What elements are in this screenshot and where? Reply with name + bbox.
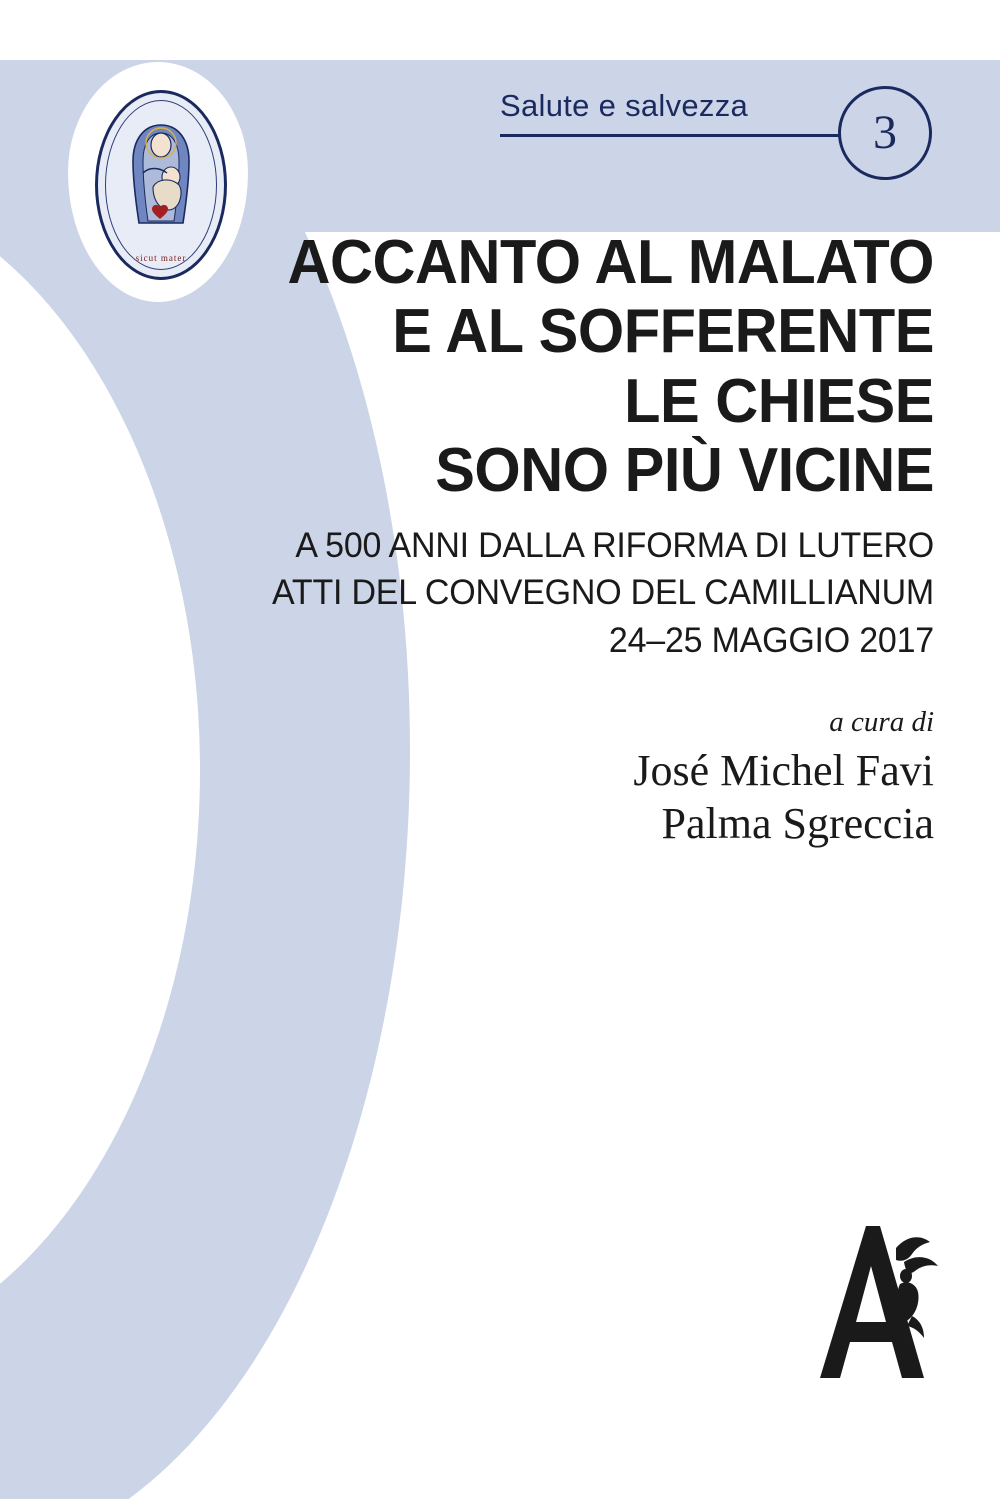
title-line-3: LE CHIESE <box>624 366 934 436</box>
series-title: Salute e salvezza <box>500 88 749 123</box>
background-top-white-band <box>0 0 1000 60</box>
series-number: 3 <box>873 106 897 159</box>
editor-name-2: Palma Sgreccia <box>661 798 934 848</box>
subtitle-line-2: ATTI DEL CONVEGNO DEL CAMILLIANUM <box>271 573 935 613</box>
book-title <box>234 228 934 506</box>
book-subtitle <box>234 522 934 664</box>
editor-name-1: José Michel Favi <box>633 746 934 795</box>
medallion-frame <box>95 90 227 280</box>
editors-block <box>234 706 934 851</box>
subtitle-line-3: 24–25 MAGGIO 2017 <box>608 620 934 660</box>
series-divider <box>500 134 890 137</box>
medallion-caption: sicut mater <box>135 253 187 263</box>
aracne-publisher-logo <box>800 1218 950 1388</box>
editors-label: a cura di <box>829 706 934 738</box>
series-header <box>470 78 950 168</box>
subtitle-line-1: A 500 ANNI DALLA RIFORMA DI LUTERO <box>295 526 934 565</box>
madonna-and-child-icon <box>113 115 209 240</box>
series-number-badge <box>838 86 932 180</box>
title-line-4: SONO PIÙ VICINE <box>435 436 934 506</box>
title-line-2: E AL SOFFERENTE <box>392 297 934 367</box>
title-line-1: ACCANTO AL MALATO <box>287 228 934 297</box>
imprint-medallion <box>68 62 248 302</box>
